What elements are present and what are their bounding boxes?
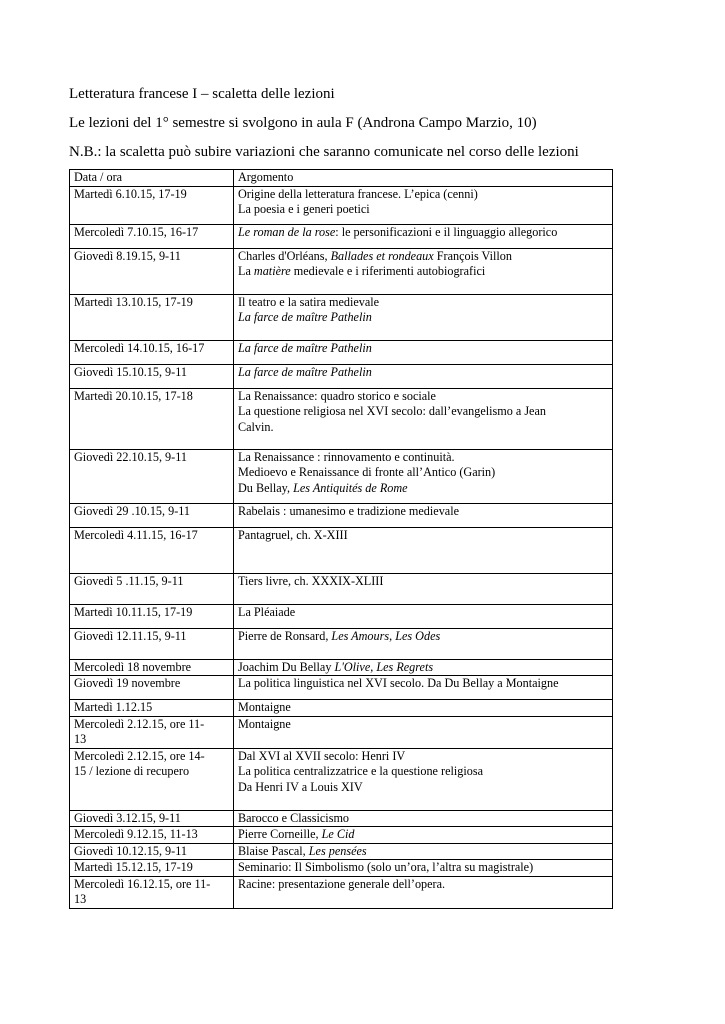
date-text: Giovedì 29 .10.15, 9-11 (74, 503, 190, 518)
row-date-cell (70, 573, 234, 604)
topic-text: La (238, 264, 254, 278)
date-text: Giovedì 12.11.15, 9-11 (74, 628, 187, 643)
table-row (70, 248, 613, 294)
table-row (70, 449, 613, 503)
date-text: Martedì 13.10.15, 17-19 (74, 294, 193, 309)
topic-text: Dal XVI al XVII secolo: Henri IV (238, 748, 406, 763)
topic-line (238, 780, 608, 796)
table-row (70, 676, 613, 700)
topic-line (238, 764, 608, 780)
date-text: Mercoledì 2.12.15, ore 14- (74, 748, 205, 763)
topic-line (238, 844, 608, 860)
date-text: Martedì 10.11.15, 17-19 (74, 604, 193, 619)
date-text: Giovedì 5 .11.15, 9-11 (74, 573, 184, 588)
row-topic-cell (234, 449, 613, 503)
date-text: Giovedì 8.19.15, 9-11 (74, 248, 181, 263)
row-topic-cell (234, 224, 613, 248)
topic-line (238, 450, 608, 466)
row-topic-cell (234, 860, 613, 877)
topic-text: La poesia e i generi poetici (238, 202, 370, 216)
work-title-text: Les Amours (331, 628, 390, 643)
schedule-table (69, 169, 613, 909)
topic-line (238, 676, 608, 692)
row-date-cell (70, 340, 234, 364)
row-topic-cell (234, 573, 613, 604)
topic-text: Calvin. (238, 419, 274, 434)
topic-text: medievale e i riferimenti autobiografici (290, 264, 486, 278)
row-topic-cell (234, 659, 613, 676)
table-row (70, 810, 613, 827)
table-row (70, 716, 613, 748)
topic-line (238, 660, 608, 676)
table-row (70, 503, 613, 527)
work-title-text: Les Antiquités de Rome (293, 480, 408, 495)
topic-line (238, 187, 608, 203)
row-date-cell (70, 527, 234, 573)
topic-text: La politica centralizzatrice e la questione religiosa (238, 764, 483, 778)
date-text: Mercoledì 9.12.15, 11-13 (74, 827, 198, 841)
date-text: Mercoledì 14.10.15, 16-17 (74, 340, 205, 355)
topic-line (238, 249, 608, 265)
topic-text: , (389, 628, 396, 643)
date-text: Mercoledì 2.12.15, ore 11- (74, 716, 205, 731)
date-text: Mercoledì 18 novembre (74, 659, 192, 674)
table-row (70, 573, 613, 604)
topic-text: Da Henri IV a Louis XIV (238, 779, 363, 794)
topic-text: La Pléaiade (238, 604, 296, 619)
date-text: Giovedì 15.10.15, 9-11 (74, 364, 187, 379)
table-row (70, 527, 613, 573)
table-row (70, 876, 613, 908)
topic-text: La politica linguistica nel XVI secolo. Da Du Bellay a Montaigne (238, 676, 559, 690)
topic-line (238, 225, 608, 241)
topic-text: Seminario: Il Simbolismo (solo un’ora, l’altra su magistrale) (238, 860, 534, 874)
topic-line (238, 264, 608, 280)
topic-line (238, 700, 608, 716)
row-date-cell (70, 628, 234, 659)
row-date-cell (70, 294, 234, 340)
row-date-cell (70, 388, 234, 449)
row-date-cell (70, 186, 234, 224)
row-date-cell (70, 449, 234, 503)
topic-line (238, 877, 608, 893)
topic-text: Du Bellay, (238, 480, 294, 495)
document-title: Letteratura francese I – scaletta delle lezioni (69, 86, 335, 102)
topic-text: Il teatro e la satira medievale (238, 294, 380, 309)
topic-text: La Renaissance: quadro storico e sociale (238, 388, 436, 403)
work-title-text: Le roman de la rose (238, 224, 336, 239)
topic-text: Pierre de Ronsard, (238, 628, 332, 643)
topic-line (238, 827, 608, 843)
date-text: 13 (74, 732, 87, 746)
column-header-date: Data / ora (70, 170, 234, 187)
topic-text: Barocco e Classicismo (238, 810, 350, 825)
date-text: Mercoledì 7.10.15, 16-17 (74, 224, 199, 239)
table-row (70, 843, 613, 860)
topic-line (238, 717, 608, 733)
topic-line (238, 605, 608, 621)
date-text: Martedì 20.10.15, 17-18 (74, 388, 193, 403)
table-row (70, 700, 613, 717)
column-header-topic: Argomento (234, 170, 613, 187)
topic-line (238, 860, 608, 876)
date-text: 13 (74, 892, 87, 906)
work-title-text: Les pensées (308, 843, 367, 858)
topic-text: Montaigne (238, 716, 291, 731)
table-row (70, 224, 613, 248)
topic-line (238, 629, 608, 645)
topic-line (238, 389, 608, 405)
topic-line (238, 365, 608, 381)
table-row (70, 860, 613, 877)
date-text: Martedì 1.12.15 (74, 700, 153, 714)
topic-text: Montaigne (238, 700, 291, 714)
row-topic-cell (234, 503, 613, 527)
row-topic-cell (234, 748, 613, 810)
table-row (70, 659, 613, 676)
row-topic-cell (234, 388, 613, 449)
row-topic-cell (234, 843, 613, 860)
table-row (70, 827, 613, 844)
topic-line (238, 528, 608, 544)
topic-text: Medioevo e Renaissance di fronte all’Antico (Garin) (238, 465, 496, 479)
topic-text: La questione religiosa nel XVI secolo: dall’evangelismo a Jean (238, 404, 546, 418)
topic-line (238, 481, 608, 497)
row-topic-cell (234, 340, 613, 364)
topic-line (238, 202, 608, 218)
schedule-rows (70, 186, 613, 908)
row-date-cell (70, 700, 234, 717)
topic-line (238, 504, 608, 520)
topic-text: Pantagruel, ch. X-XIII (238, 527, 348, 542)
work-title-text: Ballades et rondeaux (330, 248, 434, 263)
row-topic-cell (234, 604, 613, 628)
topic-line (238, 295, 608, 311)
topic-text: Pierre Corneille, (238, 827, 322, 841)
topic-text: Origine della letteratura francese. L’epica (cenni) (238, 186, 478, 201)
topic-text: Rabelais : umanesimo e tradizione medievale (238, 503, 459, 518)
row-date-cell (70, 827, 234, 844)
table-row (70, 388, 613, 449)
row-topic-cell (234, 716, 613, 748)
topic-text: Tiers livre, ch. XXXIX-XLIII (238, 573, 384, 588)
topic-line (238, 749, 608, 765)
row-date-cell (70, 659, 234, 676)
row-date-cell (70, 503, 234, 527)
document-note: N.B.: la scaletta può subire variazioni che saranno comunicate nel corso delle lezioni (69, 144, 579, 160)
date-text: Giovedì 10.12.15, 9-11 (74, 843, 187, 858)
row-date-cell (70, 860, 234, 877)
topic-line (238, 341, 608, 357)
table-row (70, 364, 613, 388)
topic-text: Racine: presentazione generale dell’opera. (238, 876, 446, 891)
row-date-cell (70, 843, 234, 860)
table-row (70, 628, 613, 659)
row-date-cell (70, 248, 234, 294)
table-row (70, 186, 613, 224)
topic-text: Charles d'Orléans, (238, 248, 331, 263)
work-title-text: Les Odes (395, 628, 441, 643)
topic-line (238, 420, 608, 436)
row-date-cell (70, 364, 234, 388)
row-topic-cell (234, 186, 613, 224)
work-title-text: La farce de maître Pathelin (238, 364, 372, 379)
date-text: Mercoledì 16.12.15, ore 11- (74, 876, 211, 891)
work-title-text: L'Olive, Les Regrets (334, 659, 434, 674)
document-subtitle: Le lezioni del 1° semestre si svolgono in aula F (Androna Campo Marzio, 10) (69, 115, 537, 131)
row-date-cell (70, 676, 234, 700)
date-text: Giovedì 3.12.15, 9-11 (74, 810, 181, 825)
date-text: Martedì 15.12.15, 17-19 (74, 860, 193, 874)
date-text: Martedì 6.10.15, 17-19 (74, 186, 187, 201)
row-date-cell (70, 748, 234, 810)
row-topic-cell (234, 628, 613, 659)
topic-line (238, 811, 608, 827)
table-row (70, 294, 613, 340)
topic-line (238, 465, 608, 481)
topic-line (238, 310, 608, 326)
work-title-text: La farce de maître Pathelin (238, 310, 372, 324)
row-topic-cell (234, 294, 613, 340)
date-text: Giovedì 19 novembre (74, 676, 181, 690)
topic-text: La Renaissance : rinnovamento e continuità. (238, 449, 455, 464)
row-topic-cell (234, 810, 613, 827)
row-topic-cell (234, 700, 613, 717)
row-date-cell (70, 716, 234, 748)
table-header-row (70, 170, 613, 187)
date-text: Giovedì 22.10.15, 9-11 (74, 449, 187, 464)
row-date-cell (70, 604, 234, 628)
row-topic-cell (234, 248, 613, 294)
row-topic-cell (234, 876, 613, 908)
table-row (70, 340, 613, 364)
date-text: Mercoledì 4.11.15, 16-17 (74, 527, 198, 542)
row-date-cell (70, 224, 234, 248)
row-topic-cell (234, 364, 613, 388)
row-topic-cell (234, 676, 613, 700)
row-date-cell (70, 810, 234, 827)
topic-text: François Villon (433, 248, 512, 263)
work-title-text: Le Cid (321, 827, 355, 841)
table-row (70, 748, 613, 810)
date-text: 15 / lezione di recupero (74, 764, 190, 778)
topic-line (238, 574, 608, 590)
topic-text: Joachim Du Bellay (238, 659, 335, 674)
topic-text: Blaise Pascal, (238, 843, 309, 858)
row-topic-cell (234, 527, 613, 573)
row-topic-cell (234, 827, 613, 844)
work-title-text: La farce de maître Pathelin (238, 340, 372, 355)
topic-text: : le personificazioni e il linguaggio allegorico (335, 224, 558, 239)
row-date-cell (70, 876, 234, 908)
table-row (70, 604, 613, 628)
work-title-text: matière (253, 264, 291, 278)
topic-line (238, 404, 608, 420)
